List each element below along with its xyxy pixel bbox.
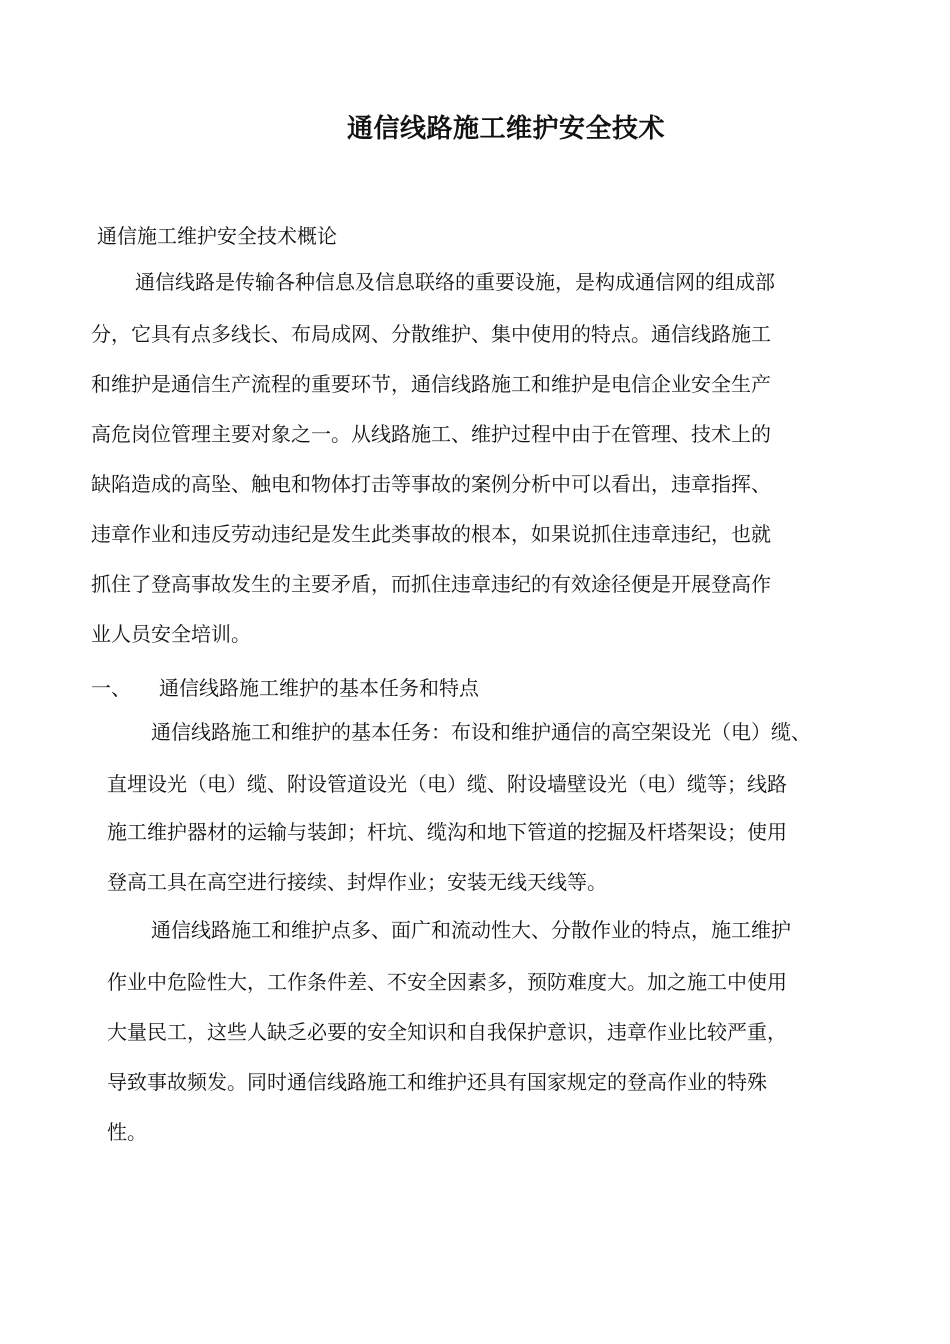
paragraph-line: 施工维护器材的运输与装卸；杆坑、缆沟和地下管道的挖掘及杆塔架设；使用 [107, 820, 787, 844]
paragraph-line: 作业中危险性大，工作条件差、不安全因素多，预防难度大。加之施工中使用 [107, 970, 787, 994]
paragraph-line: 直埋设光（电）缆、附设管道设光（电）缆、附设墙壁设光（电）缆等；线路 [107, 772, 787, 796]
paragraph-line: 通信线路施工和维护的基本任务：布设和维护通信的高空架设光（电）缆、 [151, 720, 811, 744]
paragraph-line: 高危岗位管理主要对象之一。从线路施工、维护过程中由于在管理、技术上的 [91, 422, 771, 446]
section-heading [91, 672, 479, 701]
paragraph-line: 缺陷造成的高坠、触电和物体打击等事故的案例分析中可以看出，违章指挥、 [91, 472, 771, 496]
paragraph-line: 通信线路施工和维护点多、面广和流动性大、分散作业的特点，施工维护 [151, 918, 791, 942]
paragraph-line: 业人员安全培训。 [91, 622, 251, 646]
section-number: 一、 [91, 676, 131, 700]
paragraph-line: 违章作业和违反劳动违纪是发生此类事故的根本，如果说抓住违章违纪，也就 [91, 522, 771, 546]
paragraph-line: 大量民工，这些人缺乏必要的安全知识和自我保护意识，违章作业比较严重， [107, 1020, 787, 1044]
section-heading-text: 通信线路施工维护的基本任务和特点 [159, 676, 479, 700]
paragraph-line: 性。 [107, 1120, 147, 1144]
paragraph-line: 和维护是通信生产流程的重要环节，通信线路施工和维护是电信企业安全生产 [91, 372, 771, 396]
paragraph-line: 登高工具在高空进行接续、封焊作业；安装无线天线等。 [107, 870, 607, 894]
paragraph-line: 导致事故频发。同时通信线路施工和维护还具有国家规定的登高作业的特殊 [107, 1070, 767, 1094]
document-title: 通信线路施工维护安全技术 [346, 114, 665, 144]
paragraph-line: 分，它具有点多线长、布局成网、分散维护、集中使用的特点。通信线路施工 [91, 322, 771, 346]
paragraph-line: 通信线路是传输各种信息及信息联络的重要设施，是构成通信网的组成部 [135, 270, 775, 294]
document-subtitle: 通信施工维护安全技术概论 [97, 224, 337, 248]
paragraph-line: 抓住了登高事故发生的主要矛盾，而抓住违章违纪的有效途径便是开展登高作 [91, 572, 771, 596]
